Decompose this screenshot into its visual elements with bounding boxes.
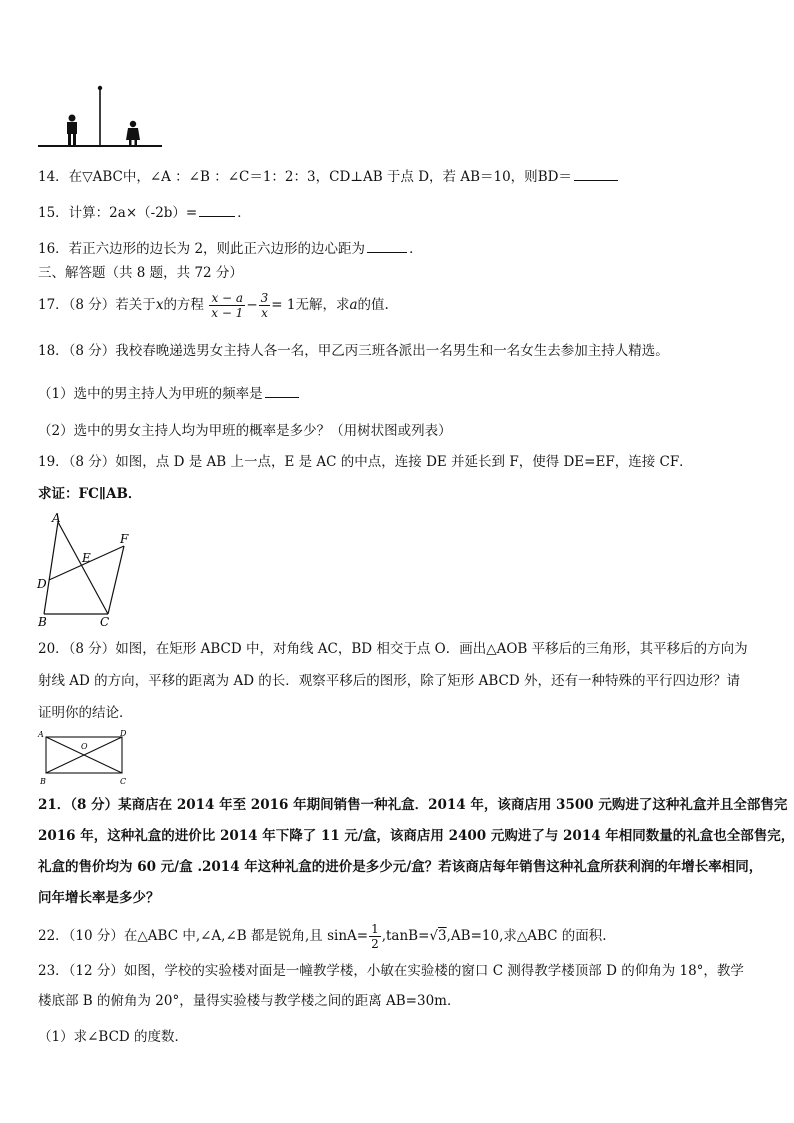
question-20-line-2: 射线 AD 的方向，平移的距离为 AD 的长．观察平移后的图形，除了矩形 ABCD 外，还有一种特殊的平行四边形？请 xyxy=(38,673,740,689)
question-14: 14．在▽ABC中，∠A ：∠B ：∠C＝1：2：3，CD⊥AB 于点 D，若 AB＝10，则BD＝ xyxy=(38,166,768,186)
label-d: D xyxy=(120,729,127,738)
section-3-heading: 三、解答题（共 8 题，共 72 分） xyxy=(38,265,243,281)
question-19-proof: 求证：FC∥AB． xyxy=(38,486,142,502)
q20-rectangle-figure xyxy=(36,728,132,788)
q19-triangle-figure xyxy=(36,508,136,628)
question-21-line-3: 礼盒的售价均为 60 元/盒 .2014 年这种礼盒的进价是多少元/盒？若该商店每年销售这种礼盒所获利润的年增长率相同， xyxy=(38,859,763,875)
label-a: A xyxy=(38,730,44,739)
question-23-line-2: 楼底部 B 的俯角为 20°，量得实验楼与教学楼之间的距离 AB=30m． xyxy=(38,993,461,1009)
sqrt-symbol: √ xyxy=(429,928,439,944)
fraction-x-a-over-x-1: $\frac{x - a}{x - 1}$ xyxy=(211,291,244,320)
sqrt-radicand: 3 xyxy=(438,928,447,944)
question-16: 16．若正六边形的边长为 2，则此正六边形的边心距为 ． xyxy=(38,238,768,258)
question-19-stem: 19．（8 分）如图，点 D 是 AB 上一点，E 是 AC 的中点，连接 DE 并延长到 F，使得 DE=EF，连接 CF． xyxy=(38,454,693,470)
answer-blank-15[interactable] xyxy=(199,202,235,217)
triangle-symbol: ▽ xyxy=(82,169,93,185)
question-20-line-3: 证明你的结论． xyxy=(38,705,133,721)
people-lamp-figure xyxy=(36,82,166,150)
label-c: C xyxy=(120,777,127,786)
question-18-stem: 18．（8 分）我校春晚递选男女主持人各一名，甲乙丙三班各派出一名男生和一名女生去参加主持人精选。 xyxy=(38,343,669,359)
answer-blank-18[interactable] xyxy=(265,383,299,398)
fraction-3-over-x: $\frac{3}{x}$ xyxy=(260,291,269,320)
label-c: C xyxy=(100,615,110,628)
answer-blank-16[interactable] xyxy=(367,238,407,253)
question-23-part-1: （1）求∠BCD 的度数． xyxy=(38,1029,189,1045)
question-15: 15．计算：2a×（-2b）= ． xyxy=(38,202,768,222)
label-e: E xyxy=(82,551,91,565)
question-18-part-1: （1）选中的男主持人为甲班的频率是 xyxy=(38,383,768,403)
question-18-part-2: （2）选中的男女主持人均为甲班的概率是多少？（用树状图或列表） xyxy=(38,423,452,439)
question-20-line-1: 20．（8 分）如图，在矩形 ABCD 中，对角线 AC，BD 相交于点 O．画出△AOB 平移后的三角形，其平移后的方向为 xyxy=(38,641,748,657)
question-21-line-1: 21．（8 分）某商店在 2014 年至 2016 年期间销售一种礼盒．2014 年，该商店用 3500 元购进了这种礼盒并且全部售完 xyxy=(38,797,788,813)
label-o: O xyxy=(81,742,88,751)
label-d: D xyxy=(37,577,47,591)
label-b: B xyxy=(38,615,47,628)
label-f: F xyxy=(120,532,129,546)
question-23-line-1: 23．（12 分）如图，学校的实验楼对面是一幢教学楼，小敏在实验楼的窗口 C 测得教学楼顶部 D 的仰角为 18°，教学 xyxy=(38,963,744,979)
label-b: B xyxy=(40,777,46,786)
question-17: 17．（8 分）若关于x的方程 $\frac{x - a}{x - 1}$ − $\frac{3}{x}$ = 1无解，求a的值. xyxy=(38,291,389,320)
answer-blank-14[interactable] xyxy=(574,166,618,181)
label-a: A xyxy=(52,511,61,525)
question-22: 22．（10 分）在△ABC 中,∠A,∠B 都是锐角,且 sinA= $\frac{1}{2}$ ,tanB=√3,AB=10,求△ABC 的面积. xyxy=(38,922,607,951)
question-21-line-2: 2016 年，这种礼盒的进价比 2014 年下降了 11 元/盒，该商店用 2400 元购进了与 2014 年相同数量的礼盒也全部售完， xyxy=(38,828,794,844)
question-21-line-4: 问年增长率是多少？ xyxy=(38,890,160,906)
fraction-1-over-2: $\frac{1}{2}$ xyxy=(371,922,379,951)
